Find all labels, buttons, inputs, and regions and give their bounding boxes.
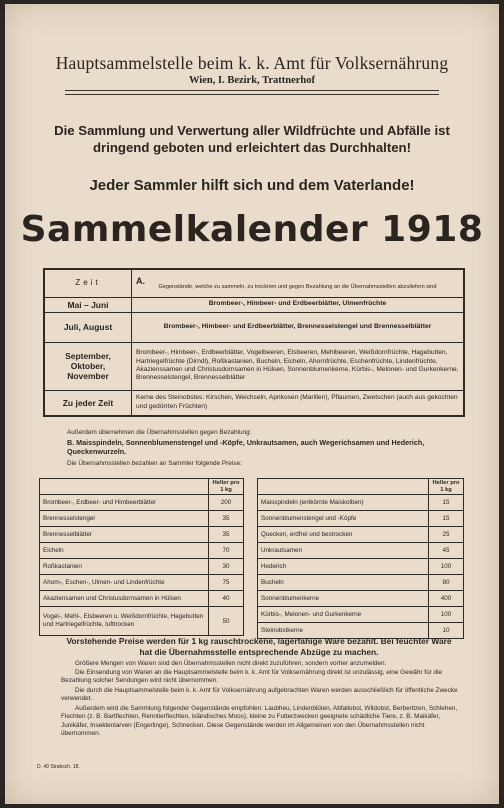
price-value: 35: [209, 527, 244, 543]
price-item: Akaziensamen und Christusdornsamen in Hülsen: [40, 591, 209, 607]
organization-title: Hauptsammelstelle beim k. k. Amt für Volksernährung: [55, 53, 449, 73]
price-row: [258, 575, 464, 591]
price-row: [40, 591, 244, 607]
price-value: 30: [209, 559, 244, 575]
price-item: Bucheln: [258, 575, 429, 591]
price-row: [40, 527, 244, 543]
price-value: 10: [429, 623, 464, 639]
divider: [65, 94, 439, 95]
price-row: [258, 559, 464, 575]
slogan: Jeder Sammler hilft sich und dem Vaterlande!: [89, 177, 415, 194]
price-row: [40, 575, 244, 591]
price-value: 100: [429, 607, 464, 623]
price-row: [40, 607, 244, 636]
print-reference: D. 49 Strabsch. 18.: [37, 764, 80, 770]
note-3: Die durch die Hauptsammelstelle beim k. k. Amt für Volksernährung aufgebrachten Waren werden ausschließlich für öffentliche Zwecke verwendet.: [61, 687, 458, 703]
price-table-right: [257, 478, 464, 639]
price-table-left: [39, 478, 244, 636]
price-row: [258, 591, 464, 607]
price-row: [258, 543, 464, 559]
price-value: 25: [429, 527, 464, 543]
price-row: [40, 511, 244, 527]
price-item: Brennesselstengel: [40, 511, 209, 527]
row-items: Brombeer-, Himbeer- und Erdbeerblätter, Brennesselstengel und Brennesselblätter: [132, 312, 465, 342]
note-4: Außerdem wird die Sammlung folgender Gegenstände empfohlen: Laubheu, Lindenblüten, Abfallobst, Wildobst, Berberitzen, Schlehen, Flechten (z. B. Bartflechten, Renntierflechten, isländisches Moos), kleine zu Futterzwecken geeignete schädliche Tiere, z. B. Maikäfer, Junikäfer, Insektenlarven (Engerlinge), Schnecken. Diese Gegenstände werden im Allgemeinen von den Übernahmsstellen nicht übernommen.: [61, 705, 458, 738]
price-item: Eicheln: [40, 543, 209, 559]
price-item: Sonnenblumenkerne: [258, 591, 429, 607]
price-row: [40, 495, 244, 511]
row-period: September, Oktober, November: [44, 342, 132, 390]
prices-intro: Die Übernahmsstellen bezahlen an Sammler folgende Preise:: [67, 460, 242, 467]
price-row: [258, 511, 464, 527]
price-row: [258, 495, 464, 511]
row-items: Kerne des Steinobstes: Kirschen, Weichseln, Aprikosen (Marillen), Pflaumen, Zwetschen (auch aus gekochten und gedörrten Früchten): [132, 390, 465, 416]
price-row: [258, 607, 464, 623]
column-a-description: Gegenstände, welche zu sammeln, zu trocknen und gegen Bezahlung an die Übernahmsstellen abzuliefern sind: [158, 284, 437, 291]
table-row: [44, 312, 464, 342]
price-value: 15: [429, 495, 464, 511]
price-value: 35: [209, 511, 244, 527]
row-items: Brombeer-, Himbeer- und Erdbeerblätter, Ulmenfrüchte: [132, 297, 465, 312]
intro-text: Die Sammlung und Verwertung aller Wildfrüchte und Abfälle ist dringend geboten und erleichtert das Durchhalten!: [54, 123, 450, 155]
price-item: Hederich: [258, 559, 429, 575]
price-row: [40, 543, 244, 559]
table-row: [44, 297, 464, 312]
price-item: Brombeer-, Erdbeer- und Himbeerblätter: [40, 495, 209, 511]
collection-calendar-table: [43, 268, 465, 417]
price-unit-header: Heller pro 1 kg: [209, 479, 244, 495]
column-a-label: A.: [136, 276, 145, 287]
price-value: 200: [209, 495, 244, 511]
price-notice: Vorstehende Preise werden für 1 kg rauschtrockene, lagerfähige Ware bezahlt. Bei feuchter Ware hat die Übernahmsstelle entsprechende Abzüge zu machen.: [66, 636, 452, 657]
note-1: Größere Mengen von Waren sind den Übernahmsstellen nicht direkt zuzuführen, sondern vorher anzumelden.: [75, 660, 387, 667]
main-title: Sammelkalender 1918: [20, 209, 484, 250]
price-value: 15: [429, 511, 464, 527]
price-value: 50: [209, 607, 244, 636]
price-row: [258, 527, 464, 543]
price-item: Quecken, erdfrei und bestrocken: [258, 527, 429, 543]
price-item: Kürbis-, Melonen- und Gurkenkerne: [258, 607, 429, 623]
column-header-zeit: Zeit: [44, 269, 132, 297]
row-period: Mai – Juni: [44, 297, 132, 312]
price-item: Unkrautsamen: [258, 543, 429, 559]
price-value: 40: [209, 591, 244, 607]
price-item: Vogel-, Mehl-, Elsbeeren u. Weißdornfrüchte, Hagebutten und Hartriegelfrüchte, lufttrocken: [40, 607, 209, 636]
table-row: [44, 390, 464, 416]
row-period: Zu jeder Zeit: [44, 390, 132, 416]
price-item: Roßkastanien: [40, 559, 209, 575]
price-row: [40, 559, 244, 575]
section-b-items: B. Maisspindeln, Sonnenblumenstengel und -Köpfe, Unkrautsamen, auch Wegerichsamen und Hederich, Queckenwurzeln.: [67, 438, 425, 456]
table-row: [44, 342, 464, 390]
price-value: 75: [209, 575, 244, 591]
note-2: Die Einsendung von Waren an die Hauptsammelstelle beim k. k. Amt für Volksernährung direkt ist unzulässig, eine Gewähr für die Bezahlung solcher Sendungen wird nicht übernommen.: [61, 669, 443, 685]
column-header-a: [132, 269, 465, 297]
price-item: Steinobstkerne: [258, 623, 429, 639]
price-value: 100: [429, 559, 464, 575]
price-unit-header: Heller pro 1 kg: [429, 479, 464, 495]
price-item: Ahorn-, Eschen-, Ulmen- und Lindenfrüchte: [40, 575, 209, 591]
organization-address: Wien, I. Bezirk, Trattnerhof: [189, 75, 315, 86]
price-value: 400: [429, 591, 464, 607]
price-item: Sonnenblumenstengel und -Köpfe: [258, 511, 429, 527]
price-value: 80: [429, 575, 464, 591]
price-value: 45: [429, 543, 464, 559]
price-item: Maisspindeln (entkörnte Maiskolben): [258, 495, 429, 511]
poster: [5, 4, 499, 804]
price-item: Brennesselblätter: [40, 527, 209, 543]
price-value: 70: [209, 543, 244, 559]
divider: [65, 90, 439, 91]
section-b-intro: Außerdem übernehmen die Übernahmsstellen gegen Bezahlung:: [67, 429, 252, 436]
row-items: Brombeer-, Himbeer-, Erdbeerblätter, Vogelbeeren, Elsbeeren, Mehlbeeren, Weißdornfrüchte, Hagebutten, Hartriegelfrüchte (Dirndl), Roßkastanien, Bucheln, Eicheln, Ahornfrüchte, Eschenfrüchte, Lindenfrüchte, Akazienssamen und Christusdornsamen in Hülsen, Sonnenblumenkerne, Kürbis-, Melonen- und Gurkenkerne, Brennesselstengel, Brennesselblätter: [132, 342, 465, 390]
row-period: Juli, August: [44, 312, 132, 342]
